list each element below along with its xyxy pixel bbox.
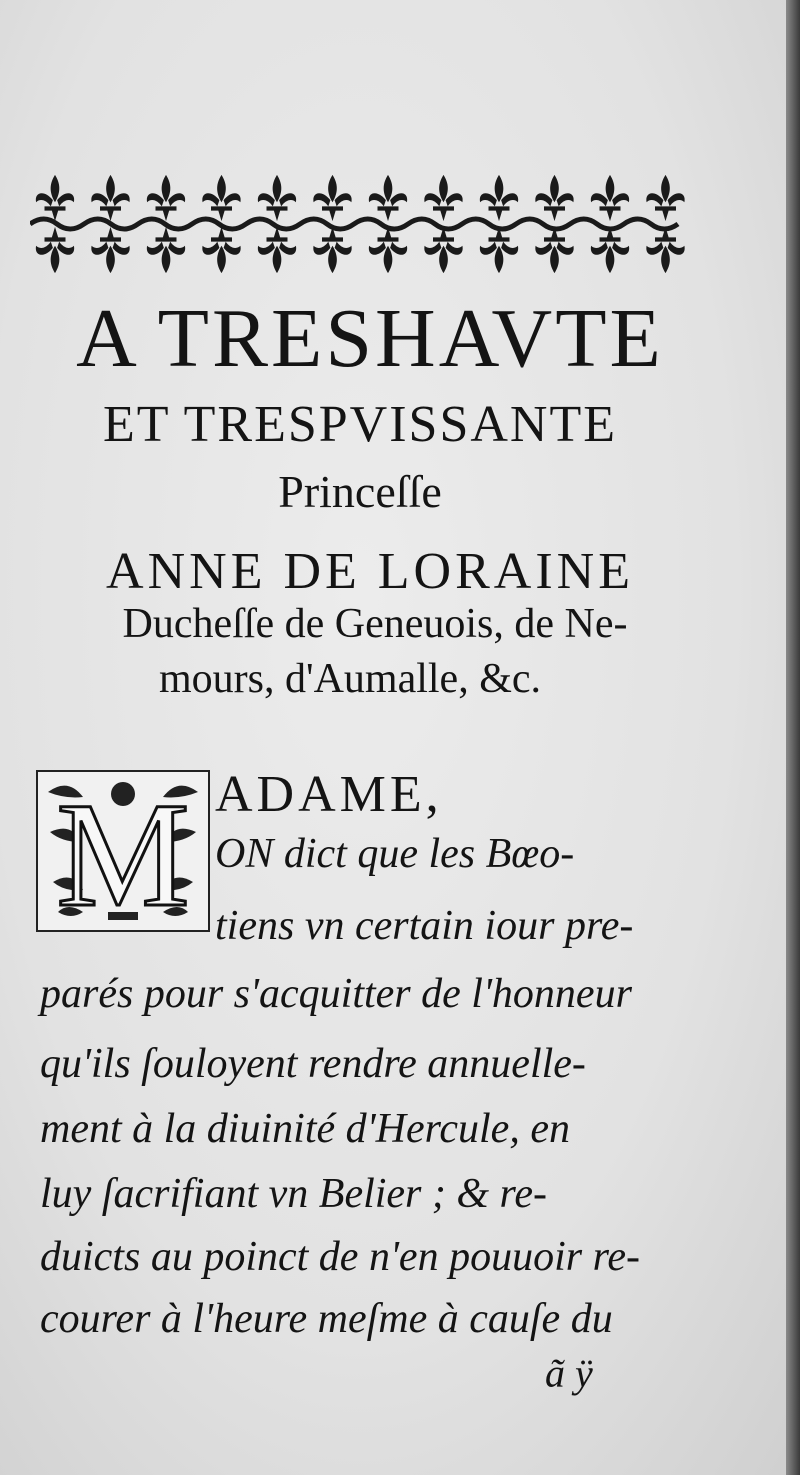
dedication-subtitle-line-2: mours, d'Aumalle, &c. xyxy=(159,656,541,702)
text-line: luy ſacrifiant vn Belier ; & re- xyxy=(40,1171,547,1217)
fleur-de-lis-icon xyxy=(91,175,129,221)
fleur-de-lis-icon xyxy=(147,175,185,221)
drop-cap-letter: M xyxy=(56,772,190,938)
text-line: duicts au poinct de n'en pouuoir re- xyxy=(40,1234,640,1280)
text-line: courer à l'heure meſme à cauſe du xyxy=(40,1296,613,1342)
fleur-de-lis-icon xyxy=(480,227,518,273)
fleur-de-lis-icon xyxy=(258,175,296,221)
fleur-de-lis-icon xyxy=(535,175,573,221)
text-line: parés pour s'acquitter de l'honneur xyxy=(40,971,632,1017)
signature-mark: ã ÿ xyxy=(545,1351,593,1396)
page-edge-shadow xyxy=(786,0,800,1475)
fleur-de-lis-icon xyxy=(424,227,462,273)
fleur-de-lis-icon xyxy=(369,175,407,221)
fleur-de-lis-icon xyxy=(313,227,351,273)
text-line: qu'ils ſouloyent rendre annuelle- xyxy=(40,1041,586,1087)
fleur-de-lis-icon xyxy=(202,227,240,273)
fleur-de-lis-icon xyxy=(36,175,74,221)
decorated-initial xyxy=(36,770,210,938)
fleur-de-lis-icon xyxy=(480,175,518,221)
fleur-de-lis-icon xyxy=(258,227,296,273)
fleur-de-lis-icon xyxy=(424,175,462,221)
dedication-title-line-1: A TRESHAVTE xyxy=(76,292,664,385)
fleur-de-lis-icon xyxy=(313,175,351,221)
scroll-band-icon xyxy=(30,219,678,229)
fleur-de-lis-ornament-band xyxy=(30,168,690,280)
fleur-de-lis-icon xyxy=(535,227,573,273)
text-line: ment à la diuinité d'Hercule, en xyxy=(40,1106,570,1152)
fleur-de-lis-icon xyxy=(36,227,74,273)
dedication-title-line-2: ET TRESPVISSANTE xyxy=(102,396,618,453)
fleur-de-lis-icon xyxy=(147,227,185,273)
fleur-de-lis-icon xyxy=(91,227,129,273)
fleur-de-lis-icon xyxy=(591,175,629,221)
salutation: ADAME, xyxy=(215,766,443,823)
fleur-de-lis-icon xyxy=(202,175,240,221)
text-line: tiens vn certain iour pre- xyxy=(215,903,634,949)
dedication-name-line: ANNE DE LORAINE xyxy=(106,543,634,600)
fleur-de-lis-icon xyxy=(369,227,407,273)
dedication-subtitle-line-1: Ducheſſe de Geneuois, de Ne- xyxy=(122,601,628,647)
fleur-de-lis-icon xyxy=(646,227,684,273)
dedication-title-line-3: Princeſſe xyxy=(278,466,442,517)
fleur-de-lis-icon xyxy=(646,175,684,221)
fleur-de-lis-icon xyxy=(591,227,629,273)
text-line: ON dict que les Bœo- xyxy=(215,831,575,877)
